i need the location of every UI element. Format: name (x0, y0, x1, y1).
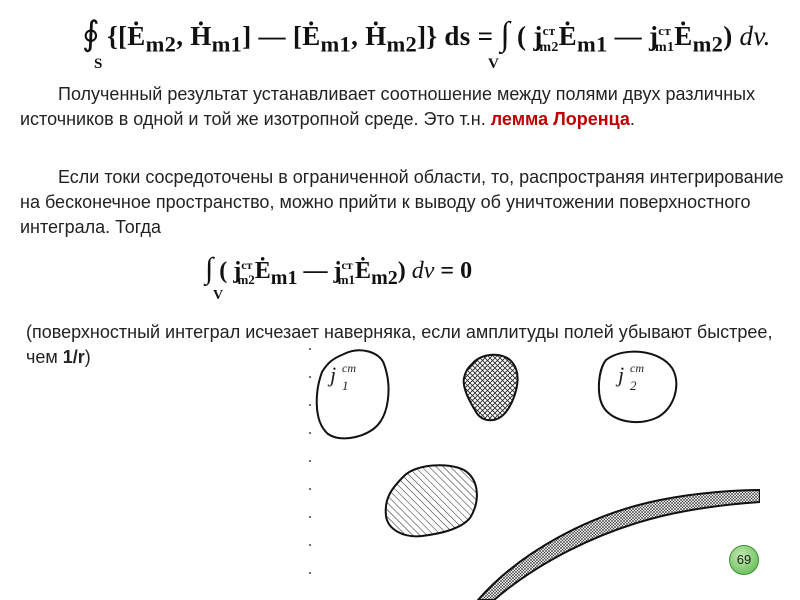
region-crosshatched (464, 355, 518, 421)
label-j1-st (327, 361, 356, 393)
lorentz-lemma-formula (82, 14, 771, 72)
contour-integral-sign: ∮ (82, 16, 101, 53)
zero-integral-lower-limit: V (213, 288, 224, 303)
surface-lower-limit: S (94, 56, 103, 72)
note-bold-1-over-r: 1/r (62, 347, 85, 367)
paragraph-lorentz-result (20, 82, 792, 132)
zero-volume-integral-formula: ∫ ( $j^{ст}_{m2}Ė_{m1}$ — $j^{ст}_{m1}Ė_{m2}$) dv = 0 V (205, 252, 473, 303)
label-j2-st (615, 361, 644, 393)
volume-lower-limit: V (488, 56, 500, 72)
svg-text:1: 1 (342, 378, 349, 393)
svg-text:j: j (330, 362, 337, 387)
paragraph-surface-integral (20, 165, 792, 240)
paragraph1-end: . (629, 109, 635, 129)
note-text: (поверхностный интеграл исчезает наверняка, если амплитуды полей убывают быстрее, чем (26, 322, 773, 367)
region-arc-boundary (478, 490, 760, 600)
current-sources-figure (300, 338, 760, 600)
paragraph2-text: Если токи сосредоточены в ограниченной области, то, распространяя интегрирование на бесконечное пространство, можно прийти к выводу об уничтожении поверхностного интеграла. Тогда (20, 167, 784, 237)
svg-text:2: 2 (630, 378, 637, 393)
svg-text:j: j (618, 362, 625, 387)
svg-text:ст: ст (630, 361, 644, 375)
note-close-paren: ) (84, 347, 91, 367)
svg-text:ст: ст (342, 361, 356, 375)
page-number-badge: 69 (729, 545, 759, 575)
paragraph1-text: Полученный результат устанавливает соотношение между полями двух различных источников в одной и той же изотропной среде. Это т.н. (20, 84, 756, 129)
lorentz-lemma-term: лемма Лоренца (490, 109, 630, 129)
region-hatched (386, 465, 477, 536)
formula-body: {[$Ė_{m2}$, Ḣ$_{m1}$] — [$Ė_{m1}$, Ḣ$_{m2}$]} ds = ∫ ( $j^{ст}_{m2}Ė_{m1}$ — $j^{ст}_{m1}Ė_{m2}$) dv. (107, 16, 771, 57)
